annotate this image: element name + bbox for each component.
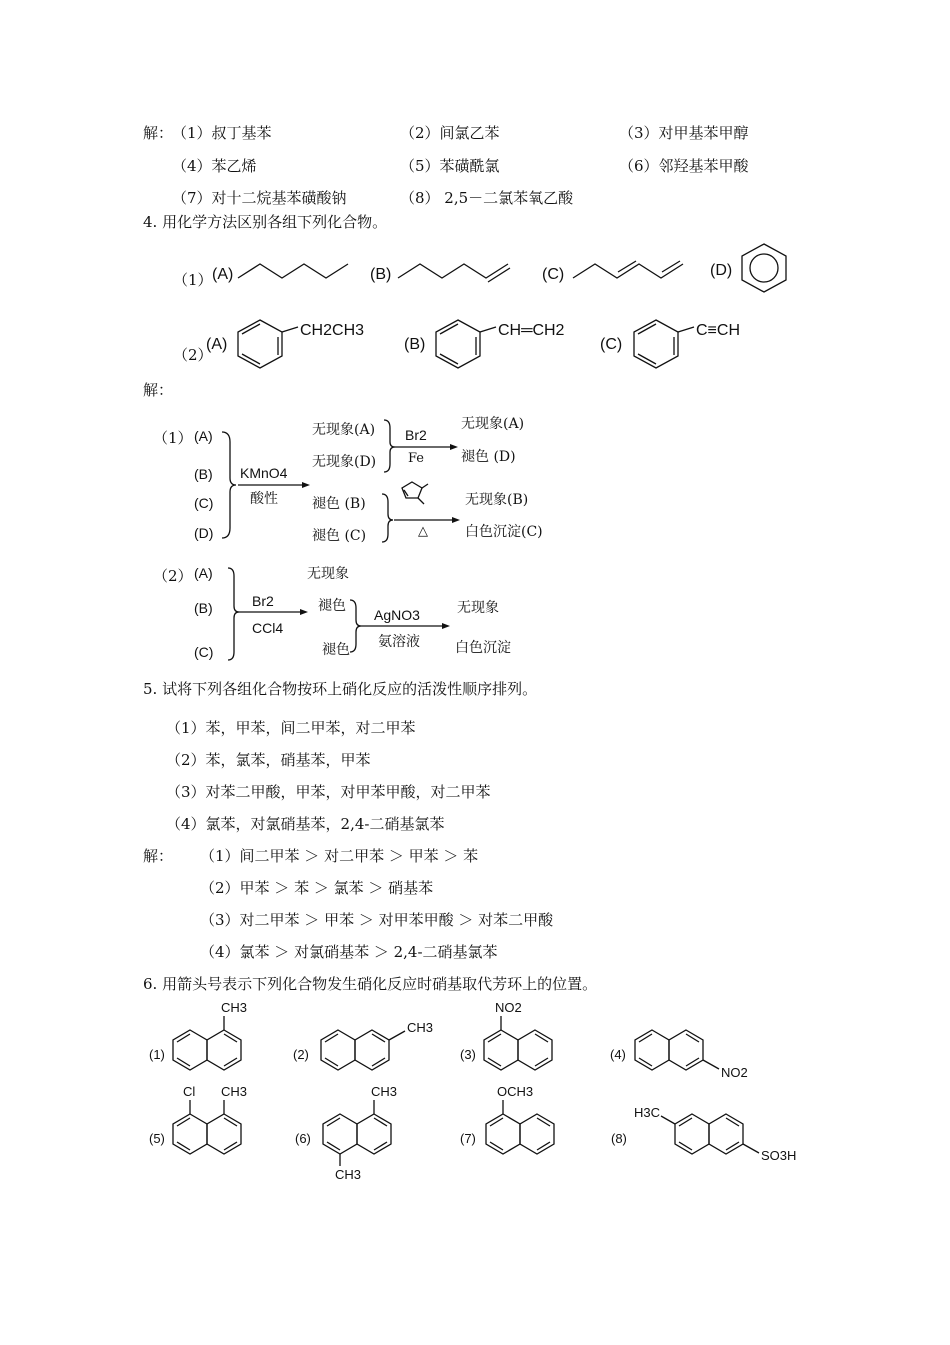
scheme1-mid-d: 无现象(D) xyxy=(312,454,377,470)
scheme2-mid-a: 无现象 xyxy=(307,566,349,582)
q6-label-1: (1) xyxy=(149,1047,165,1062)
scheme2-brace-1 xyxy=(228,568,239,660)
scheme2-brace-2 xyxy=(350,600,361,652)
q6-6-methyl-bottom: CH3 xyxy=(335,1167,362,1182)
scheme2-label: （2） xyxy=(153,567,193,585)
q4-set2-label: （2） xyxy=(173,346,213,364)
q6-5-chloro: Cl xyxy=(183,1084,196,1099)
q6-6-methyl-top: CH3 xyxy=(371,1084,398,1099)
q6-4-nitro: NO2 xyxy=(721,1065,748,1080)
scheme1-mid-b: 褪色 (B) xyxy=(312,496,366,512)
q5-item-4: （4）氯苯，对氯硝基苯，2,4-二硝基氯苯 xyxy=(166,815,445,833)
q3-answer-6: （6）邻羟基苯甲酸 xyxy=(619,157,749,175)
q5-answer-4: （4）氯苯 ＞ 对氯硝基苯 ＞ 2,4-二硝基氯苯 xyxy=(200,943,498,961)
q6-naphthalene-structures xyxy=(145,998,825,1183)
scheme2-mid-c: 褪色 xyxy=(322,642,350,658)
q6-title: 6. 用箭头号表示下列化合物发生硝化反应时硝基取代芳环上的位置。 xyxy=(143,975,598,993)
hexadiene-double-bond-2 xyxy=(662,261,680,272)
naphthalene-5 xyxy=(173,1100,241,1154)
q4-set1-letter-c: (C) xyxy=(542,266,565,283)
q3-answer-1: （1）叔丁基苯 xyxy=(172,124,272,142)
q3-jie: 解： xyxy=(143,124,174,142)
benzene-ring-d xyxy=(742,244,786,292)
naphthalene-1 xyxy=(173,1016,241,1070)
benzene-aromatic-circle xyxy=(750,254,778,282)
naphthalene-4 xyxy=(635,1030,719,1070)
q6-8-sulfonic-acid: SO3H xyxy=(761,1148,797,1163)
naphthalene-6 xyxy=(323,1100,391,1166)
scheme1-arrowhead-1 xyxy=(302,482,310,488)
hexene-skeleton xyxy=(398,264,508,278)
q3-answer-8: （8） 2,5－二氯苯氧乙酸 xyxy=(400,189,574,207)
q4-set1-letter-a: (A) xyxy=(212,266,234,283)
vinyl-group: CH═CH2 xyxy=(498,322,565,339)
scheme1-reagent-kmno4: KMnO4 xyxy=(240,465,288,481)
q3-answer-4: （4）苯乙烯 xyxy=(172,157,257,175)
benzene-ring-ethylbenzene xyxy=(238,320,282,368)
benzene-ring-phenylacetylene xyxy=(634,320,678,368)
scheme1-brace-3 xyxy=(382,494,393,542)
q6-label-2: (2) xyxy=(293,1047,309,1062)
scheme2-a: (A) xyxy=(194,565,213,581)
q6-label-3: (3) xyxy=(460,1047,476,1062)
q3-answer-2: （2）间氯乙苯 xyxy=(400,124,500,142)
q5-item-2: （2）苯，氯苯，硝基苯，甲苯 xyxy=(166,751,371,769)
scheme1-out-a: 无现象(A) xyxy=(461,416,525,432)
q4-title: 4. 用化学方法区别各组下列化合物。 xyxy=(143,213,388,231)
q4-jie: 解： xyxy=(143,381,174,399)
q5-item-3: （3）对苯二甲酸，甲苯，对甲苯甲酸，对二甲苯 xyxy=(166,783,491,801)
q4-scheme-1 xyxy=(150,410,590,550)
q6-8-methyl: H3C xyxy=(634,1105,661,1120)
scheme2-c: (C) xyxy=(194,644,214,660)
q3-answer-3: （3）对甲基苯甲醇 xyxy=(619,124,749,142)
scheme1-a: (A) xyxy=(194,428,213,444)
q6-label-4: (4) xyxy=(610,1047,626,1062)
scheme2-condition-ammonia: 氨溶液 xyxy=(378,634,420,650)
q4-set1-letter-d: (D) xyxy=(710,262,733,279)
scheme2-out-b: 无现象 xyxy=(457,600,499,616)
scheme1-condition-heat: △ xyxy=(418,523,428,538)
scheme1-brace-2 xyxy=(384,420,395,472)
q4-set2-letter-a: (A) xyxy=(206,336,228,353)
scheme1-reagent-br2: Br2 xyxy=(405,427,427,443)
q6-3-nitro: NO2 xyxy=(495,1000,522,1015)
scheme1-condition-acidic: 酸性 xyxy=(250,491,278,507)
q4-set2-letter-b: (B) xyxy=(404,336,426,353)
q4-scheme-2 xyxy=(150,558,550,663)
scheme1-brace-1 xyxy=(222,432,236,538)
q5-item-1: （1）苯，甲苯，间二甲苯，对二甲苯 xyxy=(166,719,416,737)
naphthalene-3 xyxy=(484,1016,552,1070)
q6-label-8: (8) xyxy=(611,1131,627,1146)
q4-set2-letter-c: (C) xyxy=(600,336,623,353)
scheme2-condition-ccl4: CCl4 xyxy=(252,620,284,636)
q6-label-7: (7) xyxy=(460,1131,476,1146)
q6-label-5: (5) xyxy=(149,1131,165,1146)
q3-answer-7: （7）对十二烷基苯磺酸钠 xyxy=(172,189,347,207)
q5-title: 5. 试将下列各组化合物按环上硝化反应的活泼性顺序排列。 xyxy=(143,680,538,698)
q5-answer-2: （2）甲苯 ＞ 苯 ＞ 氯苯 ＞ 硝基苯 xyxy=(200,879,434,897)
scheme1-mid-c: 褪色 (C) xyxy=(312,528,367,544)
scheme2-arrowhead-1 xyxy=(300,609,308,615)
scheme1-c: (C) xyxy=(194,495,214,511)
scheme1-mid-a: 无现象(A) xyxy=(312,422,376,438)
scheme1-arrowhead-2 xyxy=(450,444,458,450)
ethyl-group: CH2CH3 xyxy=(300,322,365,339)
q4-set1-structures xyxy=(170,240,870,300)
q6-2-methyl: CH3 xyxy=(407,1020,434,1035)
scheme2-reagent-agno3: AgNO3 xyxy=(374,607,420,623)
scheme2-reagent-br2: Br2 xyxy=(252,593,274,609)
q6-1-methyl: CH3 xyxy=(221,1000,248,1015)
q6-5-methyl: CH3 xyxy=(221,1084,248,1099)
scheme1-b: (B) xyxy=(194,466,213,482)
q5-answer-3: （3）对二甲苯 ＞ 甲苯 ＞ 对甲苯甲酸 ＞ 对苯二甲酸 xyxy=(200,911,554,929)
q6-7-methoxy: OCH3 xyxy=(497,1084,534,1099)
scheme1-out-d: 褪色 (D) xyxy=(461,449,516,465)
maleic-anhydride-icon xyxy=(402,482,428,504)
q4-set1-label: （1） xyxy=(173,271,213,289)
scheme1-d: (D) xyxy=(194,525,214,541)
scheme1-out-c: 白色沉淀(C) xyxy=(465,524,543,540)
benzene-ring-styrene xyxy=(436,320,480,368)
ethynyl-group: C≡CH xyxy=(696,322,740,339)
q4-set1-letter-b: (B) xyxy=(370,266,392,283)
scheme1-condition-fe: Fe xyxy=(408,451,425,466)
scheme1-label: （1） xyxy=(153,429,193,447)
q5-answer-1: （1）间二甲苯 ＞ 对二甲苯 ＞ 甲苯 ＞ 苯 xyxy=(200,847,479,865)
scheme2-out-c: 白色沉淀 xyxy=(455,640,511,656)
naphthalene-2 xyxy=(321,1030,405,1070)
naphthalene-7 xyxy=(486,1100,554,1154)
hexane-skeleton xyxy=(238,264,348,278)
scheme2-arrowhead-2 xyxy=(442,623,450,629)
q3-answer-5: （5）苯磺酰氯 xyxy=(400,157,500,175)
scheme2-b: (B) xyxy=(194,600,213,616)
q6-label-6: (6) xyxy=(295,1131,311,1146)
q4-set2-structures xyxy=(170,303,790,378)
scheme1-arrowhead-3 xyxy=(452,517,460,523)
scheme1-out-b: 无现象(B) xyxy=(465,492,529,508)
hexadiene-double-bond-1 xyxy=(618,261,636,272)
scheme2-mid-b: 褪色 xyxy=(318,598,346,614)
naphthalene-8 xyxy=(661,1114,759,1154)
q5-jie: 解： xyxy=(143,847,174,865)
